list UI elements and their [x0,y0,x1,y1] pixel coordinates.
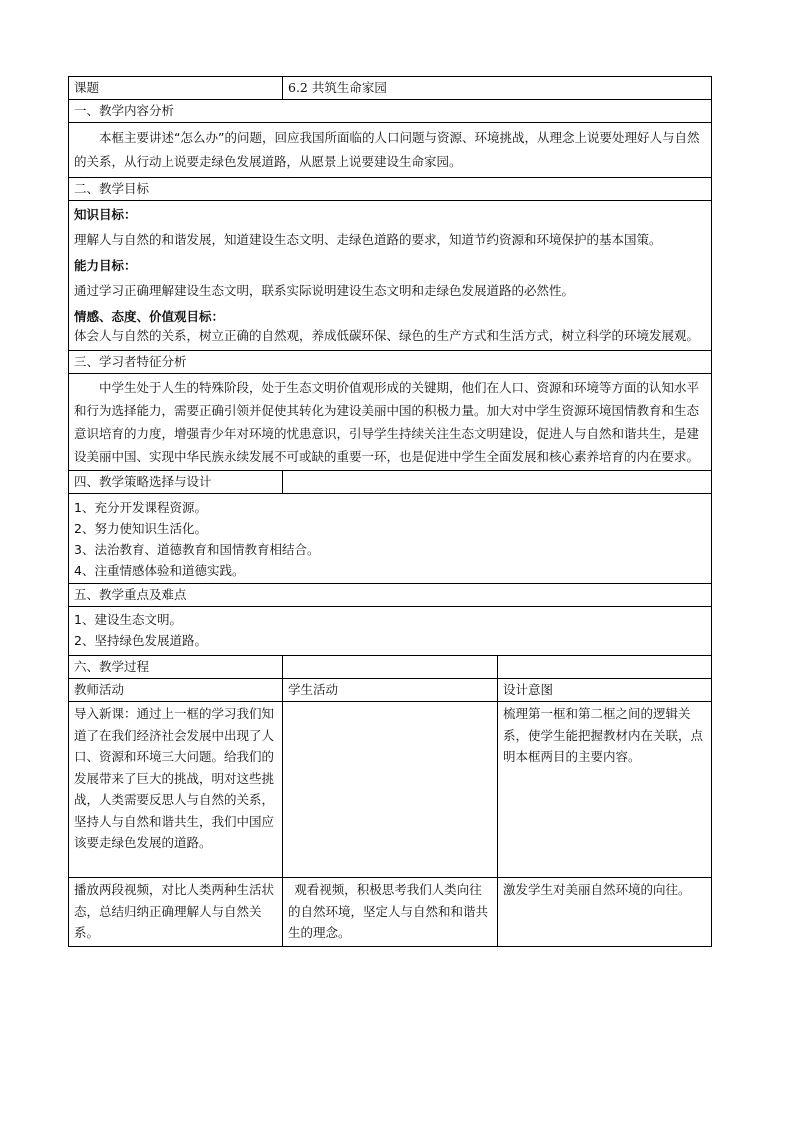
column-header-teacher: 教师活动 [69,679,283,702]
section-6-empty-cell [283,656,498,679]
column-header-intent: 设计意图 [498,679,712,702]
teacher-activity: 导入新课：通过上一框的学习我们知道了在我们经济社会发展中出现了人口、资源和环境三大问题。给我们的发展带来了巨大的挑战，明对这些挑战，人类需要反思人与自然的关系，坚持人与自然和谐共生，我们中国应该要走绿色发展的道路。 [74,706,275,850]
section-2-heading-row [69,178,712,201]
section-6-empty-cell [498,656,712,679]
section-4-empty-cell [283,471,712,494]
strategy-item: 3、法治教育、道德教育和国情教育相结合。 [74,542,320,557]
section-1-heading-row [69,100,712,123]
lesson-plan-table [68,76,712,947]
student-activity: 观看视频，积极思考我们人类向往的自然环境，坚定人与自然和和谐共生的理念。 [288,882,489,940]
column-header-student: 学生活动 [283,679,498,702]
section-6-heading: 六、教学过程 [69,656,283,679]
process-row [69,878,712,947]
section-4-body-row [69,494,712,584]
ability-goal-text: 通过学习正确理解建设生态文明，联系实际说明建设生态文明和走绿色发展道路的必然性。 [74,283,575,298]
title-row [69,77,712,100]
ability-goal-label: 能力目标： [74,258,137,273]
knowledge-goal-label: 知识目标： [74,207,137,222]
process-column-header-row [69,679,712,702]
teacher-activity: 播放两段视频，对比人类两种生活状态，总结归纳正确理解人与自然关系。 [74,882,275,940]
topic-label: 课题 [69,77,283,100]
strategy-item: 4、注重情感体验和道德实践。 [74,563,245,578]
section-5-heading: 五、教学重点及难点 [69,584,712,607]
design-intent: 激发学生对美丽自然环境的向往。 [503,882,691,897]
section-3-heading-row [69,351,712,374]
section-3-heading: 三、学习者特征分析 [69,351,712,374]
strategy-item: 1、充分开发课程资源。 [74,500,207,515]
section-1-body-row [69,123,712,178]
topic-value: 6.2 共筑生命家园 [283,77,712,100]
section-5-body-row [69,607,712,656]
strategy-item: 2、努力使知识生活化。 [74,521,207,536]
section-2-heading: 二、教学目标 [69,178,712,201]
emotion-goal-label: 情感、态度、价值观目标： [74,309,225,324]
section-3-body-row [69,374,712,471]
key-point-item: 2、坚持绿色发展道路。 [74,633,207,648]
section-1-text: 本框主要讲述“怎么办”的问题，回应我国所面临的人口问题与资源、环境挑战，从理念上说要处理好人与自然的关系，从行动上说要走绿色发展道路，从愿景上说要建设生命家园。 [74,130,700,169]
design-intent: 梳理第一框和第二框之间的逻辑关系，使学生能把握教材内在关联，点明本框两目的主要内容。 [503,706,704,764]
knowledge-goal-text: 理解人与自然的和谐发展，知道建设生态文明、走绿色道路的要求，知道节约资源和环境保护的基本国策。 [74,232,662,247]
section-1-heading: 一、教学内容分析 [69,100,712,123]
section-5-heading-row [69,584,712,607]
section-2-body-row [69,201,712,351]
process-row [69,702,712,878]
emotion-goal-text: 体会人与自然的关系，树立正确的自然观，养成低碳环保、绿色的生产方式和生活方式，树立科学的环境发展观。 [74,328,700,343]
section-3-text: 中学生处于人生的特殊阶段，处于生态文明价值观形成的关键期，他们在人口、资源和环境等方面的认知水平和行为选择能力，需要正确引领并促使其转化为建设美丽中国的积极力量。加大对中学生资源环境国情教育和生态意识培育的力度，增强青少年对环境的忧患意识，引导学生持续关注生态文明建设，促进人与自然和谐共生，是建设美丽中国、实现中华民族永续发展不可或缺的重要一环，也是促进中学生全面发展和核心素养培育的内在要求。 [74,380,700,464]
key-point-item: 1、建设生态文明。 [74,612,182,627]
section-4-heading-row [69,471,712,494]
lesson-plan-page [68,76,711,947]
section-6-heading-row [69,656,712,679]
section-4-heading: 四、教学策略选择与设计 [69,471,283,494]
